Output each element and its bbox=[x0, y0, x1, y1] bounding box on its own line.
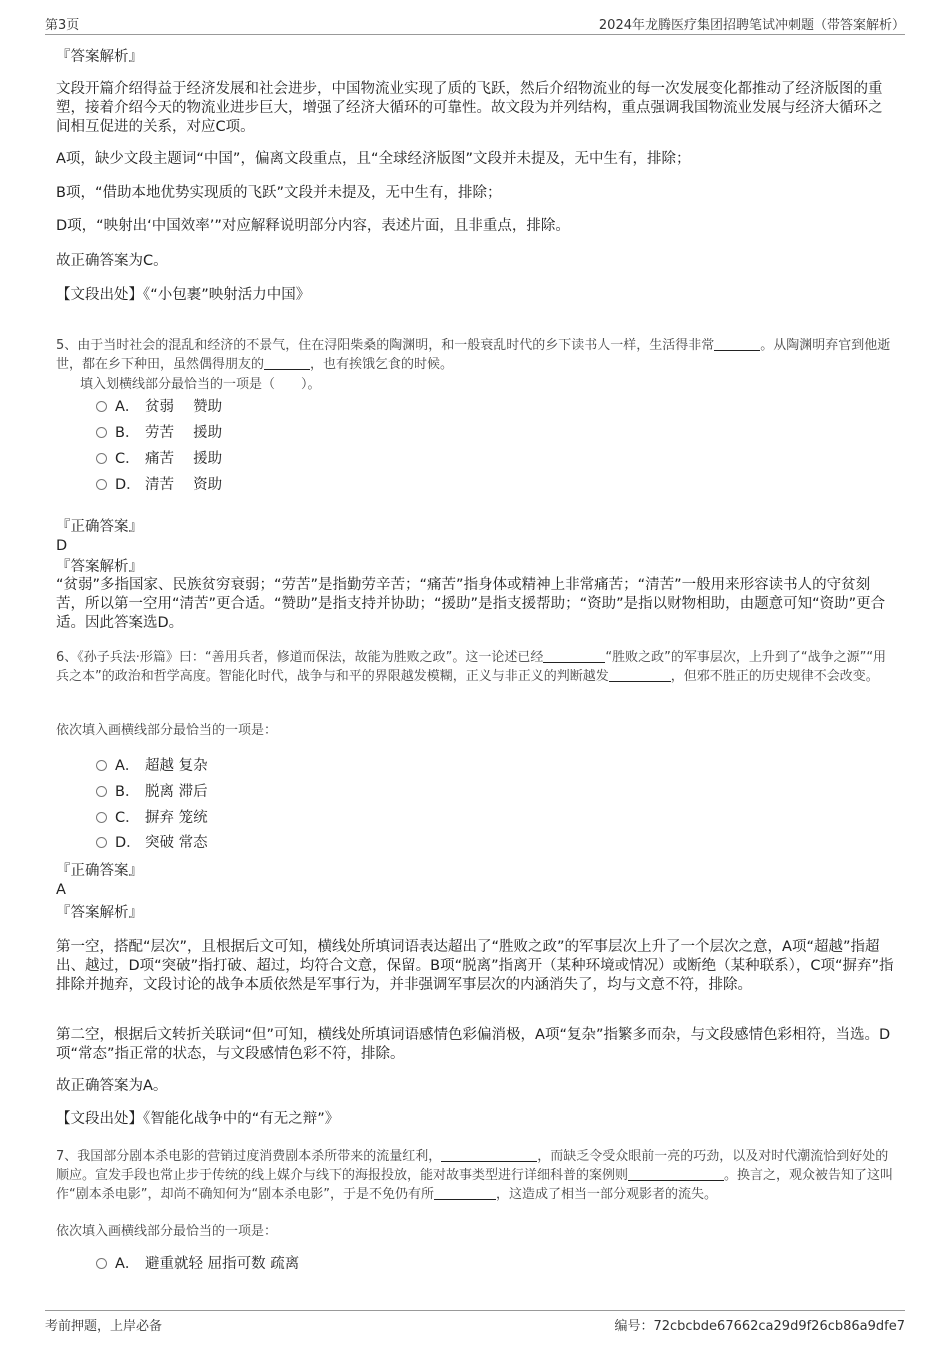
q7-prompt: 依次填入画横线部分最恰当的一项是： bbox=[56, 1224, 278, 1239]
q5-analysis-label: 『答案解析』 bbox=[56, 559, 143, 575]
q5-option-a[interactable]: A． 贫弱 赞助 bbox=[96, 398, 222, 417]
q5-prompt: 填入划横线部分最恰当的一项是（ ）。 bbox=[80, 377, 321, 392]
page-header bbox=[45, 14, 905, 35]
q6-blank-1 bbox=[543, 649, 605, 663]
radio-icon[interactable] bbox=[96, 401, 107, 412]
q7-stem-part-3: 。换言之，观众被告知了这叫作“剧本杀电影”，却尚不确知何为“剧本杀电影”，于是不免仍有所 bbox=[56, 1168, 894, 1202]
radio-icon[interactable] bbox=[96, 453, 107, 464]
q6-analysis-paragraph-1: 第一空，搭配“层次”，且根据后文可知，横线处所填词语表达超出了“胜败之政”的军事层次上升了一个层次之意，A项“超越”指超出、越过，D项“突破”指打破、超过，均符合文意，保留。B项“脱离”指离开（某种环境或情况）或断绝（某种联系），C项“摒弃”指排除并抛弃，文段讨论的战争本质依然是军事行为，并非强调军事层次的内涵消失了，均与文意不符，排除。 bbox=[56, 939, 894, 993]
q6-correct-label: 『正确答案』 bbox=[56, 863, 143, 879]
q6-stem bbox=[56, 648, 896, 686]
q5-stem-part-2: 。从陶渊明弃官到他逝世，都在乡下种田，虽然偶得朋友的 bbox=[56, 338, 891, 372]
q6-option-b[interactable]: B． 脱离 滞后 bbox=[96, 783, 208, 802]
q7-blank-1 bbox=[441, 1148, 537, 1162]
q6-blank-2 bbox=[609, 668, 671, 682]
code-value: 72cbcbde67662ca29d9f26cb86a9dfe7 bbox=[653, 1319, 905, 1334]
q7-blank-3 bbox=[434, 1186, 496, 1200]
q4-analysis-label: 『答案解析』 bbox=[56, 49, 143, 65]
q7-blank-2 bbox=[628, 1167, 724, 1181]
q4-source: 【文段出处】《“小包裹”映射活力中国》 bbox=[56, 287, 311, 303]
q5-option-d[interactable]: D． 清苦 资助 bbox=[96, 476, 222, 495]
q5-stem bbox=[56, 336, 896, 374]
q5-stem-part-1: 5、由于当时社会的混乱和经济的不景气，住在浔阳柴桑的陶渊明，和一般衰乱时代的乡下读书人一样，生活得非常 bbox=[56, 338, 715, 353]
q5-analysis: “贫弱”多指国家、民族贫穷衰弱；“劳苦”是指勤劳辛苦；“痛苦”指身体或精神上非常痛苦；“清苦”一般用来形容读书人的守贫刻苦，所以第一空用“清苦”更合适。“赞助”是指支持并协助；“援助”是指支援帮助；“资助”是指以财物相助，由题意可知“资助”更合适。因此答案选D。 bbox=[56, 577, 886, 631]
q4-option-d-note: D项，“映射出‘中国效率’”对应解释说明部分内容，表述片面，且非重点，排除。 bbox=[56, 218, 570, 234]
q6-option-d[interactable]: D． 突破 常态 bbox=[96, 834, 208, 853]
q5-blank-1 bbox=[714, 337, 760, 351]
q4-option-a-note: A项，缺少文段主题词“中国”，偏离文段重点，且“全球经济版图”文段并未提及，无中生有，排除； bbox=[56, 151, 691, 167]
q7-stem-part-2: ，而缺乏令受众眼前一亮的巧劲，以及对时代潮流恰到好处的顺应。宣发手段也常止步于传统的线上媒介与线下的海报投放，能对故事类型进行详细科普的案例则 bbox=[56, 1149, 889, 1183]
q4-analysis-paragraph: 文段开篇介绍得益于经济发展和社会进步，中国物流业实现了质的飞跃，然后介绍物流业的每一次发展变化都推动了经济版图的重塑，接着介绍今天的物流业进步巨大，增强了经济大循环的可靠性。故文段为并列结构，重点强调我国物流业发展与经济大循环之间相互促进的关系，对应C项。 bbox=[56, 81, 883, 135]
radio-icon[interactable] bbox=[96, 760, 107, 771]
q6-analysis-label: 『答案解析』 bbox=[56, 905, 143, 921]
radio-icon[interactable] bbox=[96, 837, 107, 848]
q7-option-a[interactable]: A． 避重就轻 屈指可数 疏离 bbox=[96, 1255, 299, 1274]
document-title: 2024年龙腾医疗集团招聘笔试冲刺题（带答案解析） bbox=[598, 18, 905, 33]
q6-analysis-paragraph-2: 第二空，根据后文转折关联词“但”可知，横线处所填词语感情色彩偏消极，A项“复杂”指繁多而杂，与文段感情色彩相符，当选。D项“常态”指正常的状态，与文段感情色彩不符，排除。 bbox=[56, 1027, 891, 1062]
radio-icon[interactable] bbox=[96, 812, 107, 823]
radio-icon[interactable] bbox=[96, 427, 107, 438]
code-label: 编号： bbox=[614, 1319, 654, 1334]
q6-stem-part-1: 6、《孙子兵法·形篇》曰：“善用兵者，修道而保法，故能为胜败之政”。这一论述已经 bbox=[56, 650, 544, 665]
q6-source: 【文段出处】《智能化战争中的“有无之辩”》 bbox=[56, 1111, 340, 1127]
radio-icon[interactable] bbox=[96, 479, 107, 490]
q6-answer: A bbox=[56, 882, 66, 898]
radio-icon[interactable] bbox=[96, 786, 107, 797]
q6-prompt: 依次填入画横线部分最恰当的一项是： bbox=[56, 723, 278, 738]
document-code bbox=[614, 1315, 905, 1334]
radio-icon[interactable] bbox=[96, 1258, 107, 1269]
q6-stem-part-3: ，但邪不胜正的历史规律不会改变。 bbox=[670, 669, 879, 684]
q4-option-b-note: B项，“借助本地优势实现质的飞跃”文段并未提及，无中生有，排除； bbox=[56, 185, 502, 201]
page-number: 第3页 bbox=[45, 18, 80, 33]
q7-stem-part-4: ，这造成了相当一部分观影者的流失。 bbox=[495, 1187, 717, 1202]
q6-stem-part-2: “胜败之政”的军事层次，上升到了“战争之源”“用兵之本”的政治和哲学高度。智能化时代，战争与和平的界限越发模糊，正义与非正义的判断越发 bbox=[56, 650, 887, 684]
q5-blank-2 bbox=[264, 356, 310, 370]
q6-conclusion: 故正确答案为A。 bbox=[56, 1078, 168, 1094]
q5-option-b[interactable]: B． 劳苦 援助 bbox=[96, 424, 222, 443]
page-footer bbox=[45, 1310, 905, 1335]
q7-stem-part-1: 7、我国部分剧本杀电影的营销过度消费剧本杀所带来的流量红利， bbox=[56, 1149, 442, 1164]
q5-correct-label: 『正确答案』 bbox=[56, 519, 143, 535]
q6-option-a[interactable]: A． 超越 复杂 bbox=[96, 757, 208, 776]
q7-stem bbox=[56, 1147, 896, 1204]
q5-option-c[interactable]: C． 痛苦 援助 bbox=[96, 450, 222, 469]
footer-slogan: 考前押题，上岸必备 bbox=[45, 1319, 163, 1334]
q5-answer: D bbox=[56, 538, 68, 554]
q4-conclusion: 故正确答案为C。 bbox=[56, 253, 168, 269]
q5-stem-part-3: ，也有挨饿乞食的时候。 bbox=[310, 357, 454, 372]
q6-option-c[interactable]: C． 摒弃 笼统 bbox=[96, 809, 208, 828]
